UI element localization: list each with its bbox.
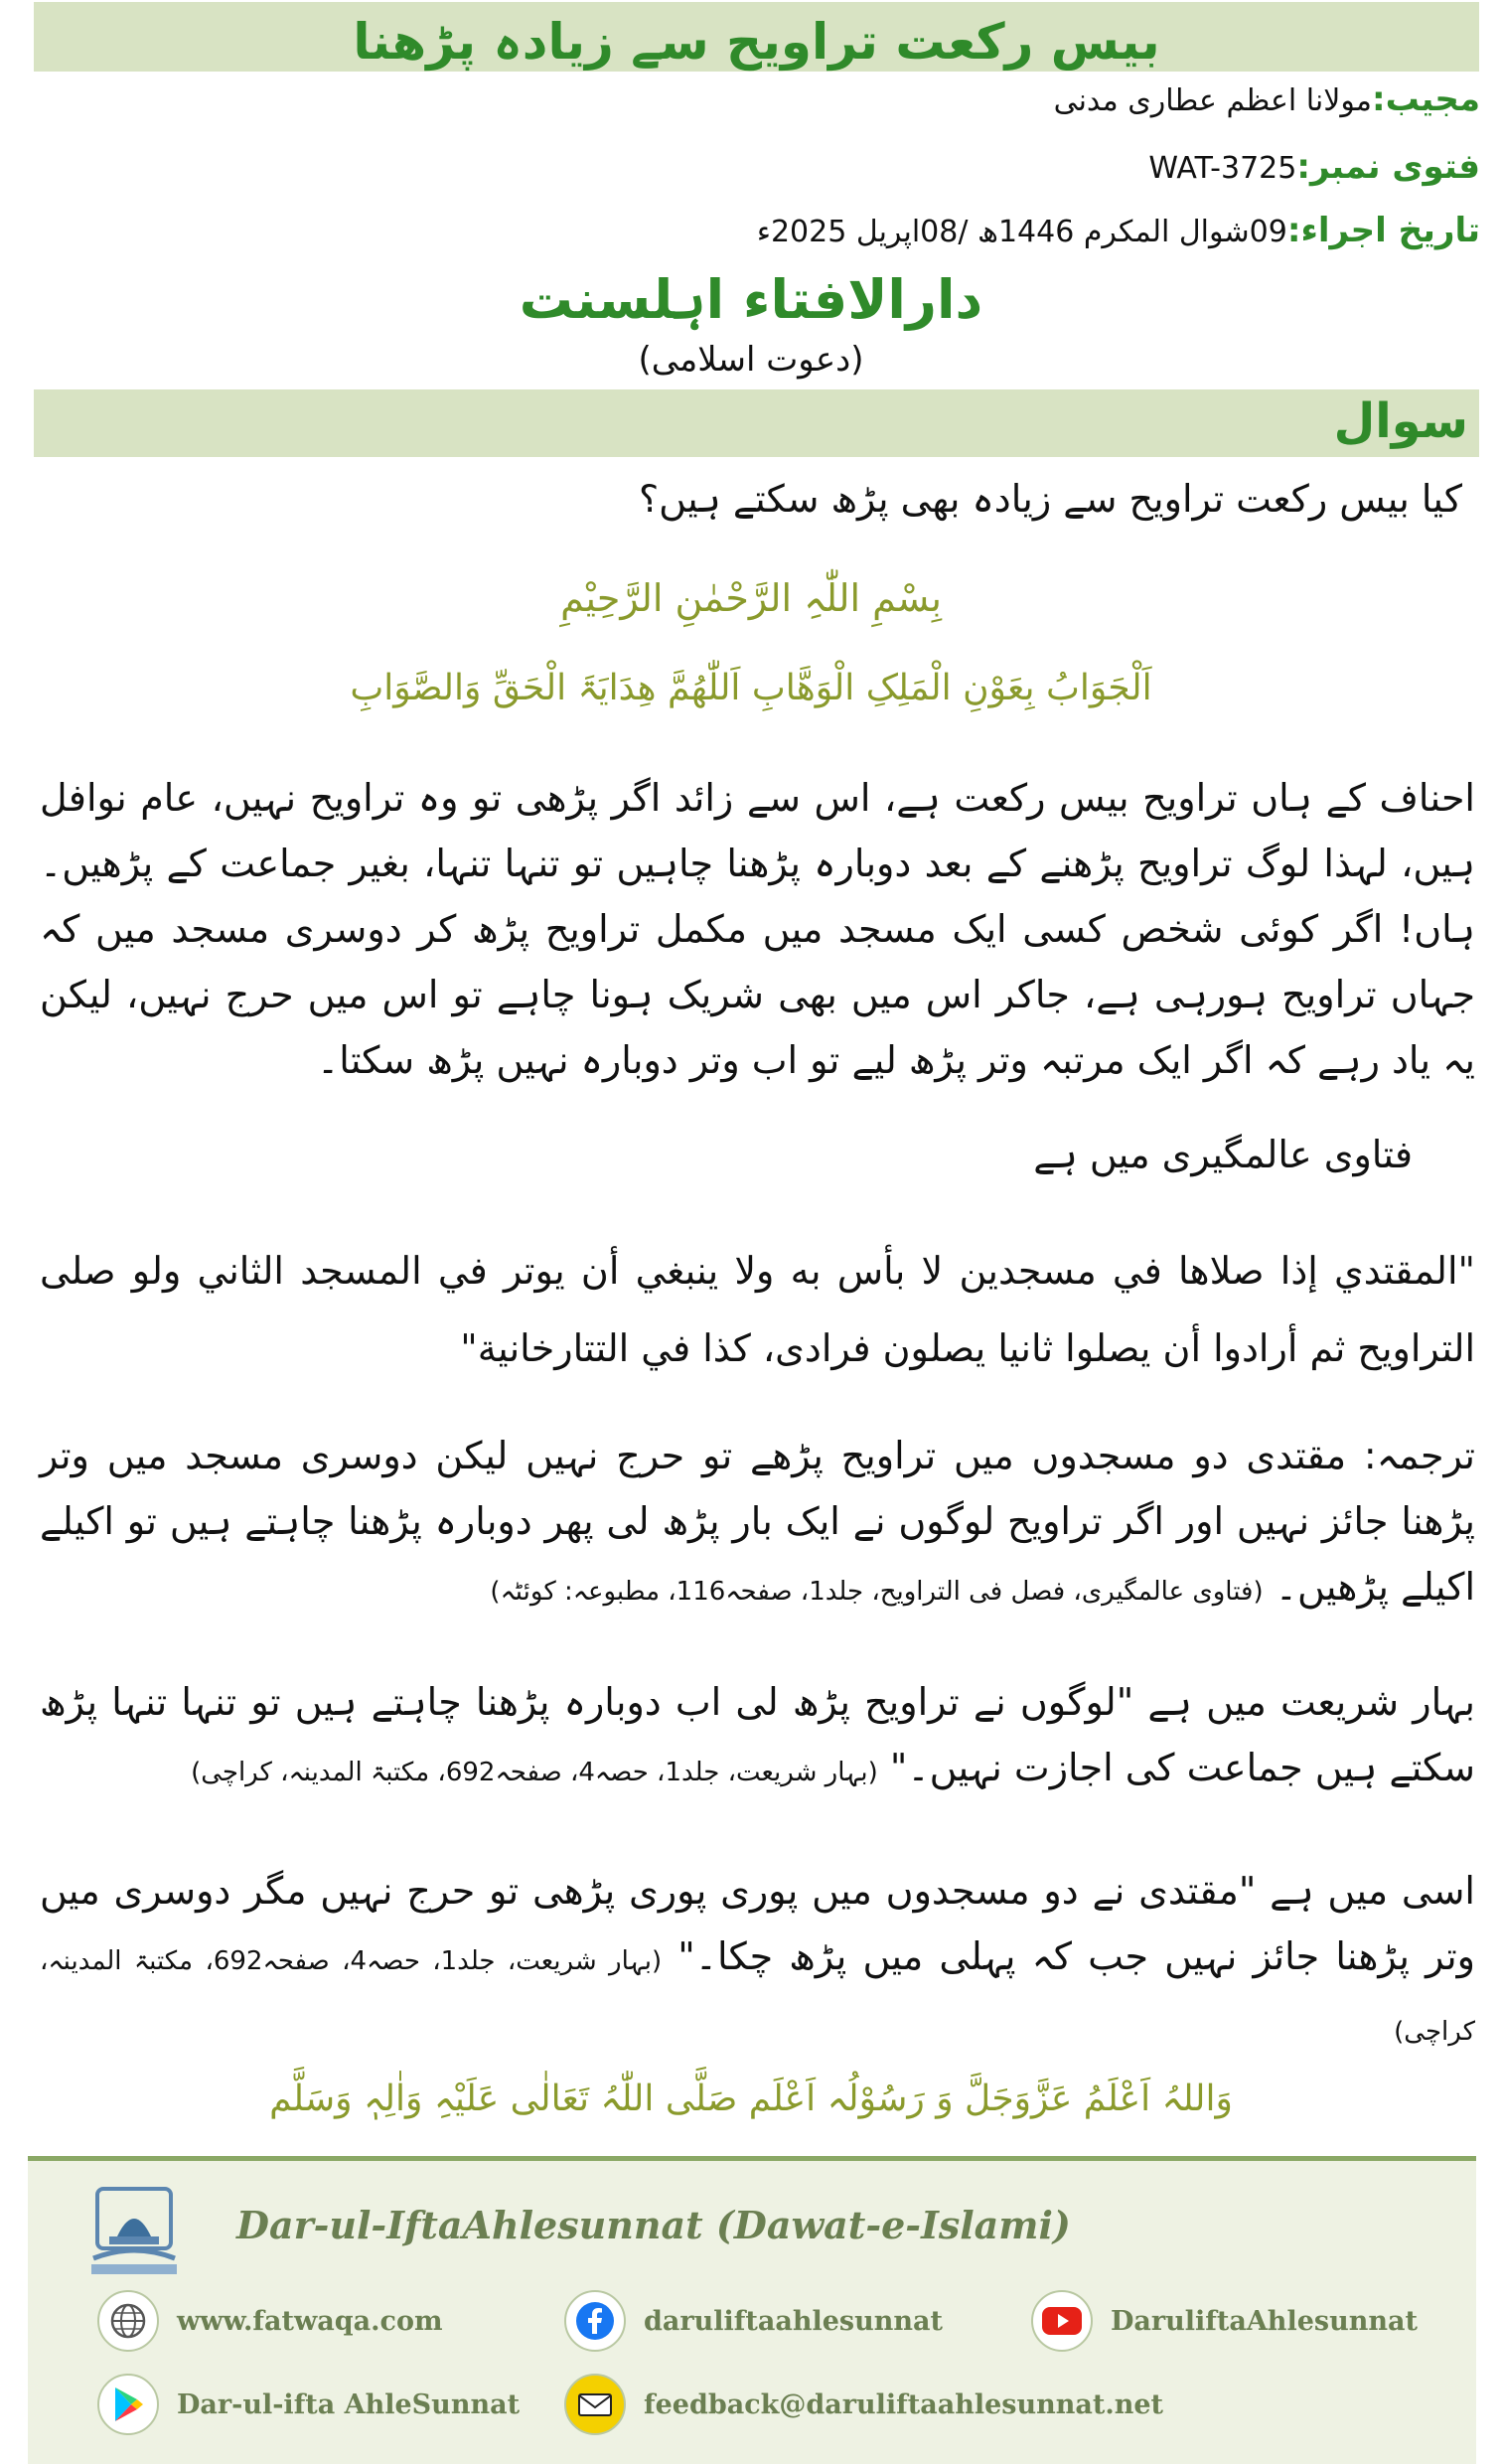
alamgiri-intro: فتاوی عالمگیری میں ہے bbox=[1033, 1133, 1413, 1176]
facebook-icon bbox=[564, 2290, 626, 2352]
issue-date-label: تاریخ اجراء: bbox=[1286, 211, 1480, 250]
bahar-shariat-reference-1: (بہار شریعت، جلد1، حصہ4، صفحہ692، مکتبۃ المدینہ، کراچی) bbox=[191, 1758, 878, 1787]
question-band bbox=[34, 389, 1479, 457]
facebook-text: daruliftaahlesunnat bbox=[644, 2305, 943, 2337]
bismillah: بِسْمِ اللّٰہِ الرَّحْمٰنِ الرَّحِیْمِ bbox=[560, 576, 942, 620]
globe-icon bbox=[97, 2290, 159, 2352]
footer-website[interactable] bbox=[97, 2290, 443, 2352]
darul-ifta-logo bbox=[79, 2179, 189, 2288]
playstore-text: Dar-ul-ifta AhleSunnat bbox=[177, 2388, 521, 2420]
email-text: feedback@daruliftaahlesunnat.net bbox=[644, 2388, 1163, 2420]
youtube-text: DaruliftaAhlesunnat bbox=[1111, 2305, 1418, 2337]
bahar-shariat-paragraph-1 bbox=[40, 1669, 1475, 1805]
bahar-shariat-text-2: اسی میں ہے "مقتدی نے دو مسجدوں میں پوری پوری پڑھی تو حرج نہیں مگر دوسری میں وتر پڑھنا جائز نہیں جب کہ پہلی میں پڑھ چکا۔" bbox=[40, 1869, 1475, 1978]
arabic-quote: "المقتدي إذا صلاها في مسجدين لا بأس به ولا ينبغي أن يوتر في المسجد الثاني ولو صلى التراويح ثم أرادوا أن يصلوا ثانيا يصلون فرادى، كذا في التتارخانية" bbox=[40, 1249, 1475, 1370]
tarjuma-reference: (فتاوی عالمگیری، فصل فی التراویح، جلد1، صفحہ116، مطبوعہ: کوئٹہ) bbox=[490, 1577, 1264, 1607]
fatwa-number-line bbox=[487, 147, 1480, 187]
question-text: کیا بیس رکعت تراویح سے زیادہ بھی پڑھ سکتے ہیں؟ bbox=[638, 477, 1462, 521]
footer-brand: Dar-ul-IftaAhlesunnat (Dawat-e-Islami) bbox=[236, 2203, 1071, 2247]
answer-paragraph-1: احناف کے ہاں تراویح بیس رکعت ہے، اس سے زائد اگر پڑھی تو وہ تراویح نہیں، عام نوافل ہیں، لہذا لوگ تراویح پڑھنے کے بعد دوبارہ پڑھنا چاہیں تو تنہا تنہا، بغیر جماعت کے پڑھیں۔ہاں! اگر کوئی شخص کسی ایک مسجد میں مکمل تراویح پڑھ کر دوسری مسجد میں کہ جہاں تراویح ہورہی ہے، جاکر اس میں بھی شریک ہونا چاہے تو اس میں حرج نہیں، لیکن یہ یاد رہے کہ اگر ایک مرتبہ وتر پڑھ لیے تو اب وتر دوبارہ نہیں پڑھ سکتا۔ bbox=[40, 776, 1475, 1082]
page-title: بیس رکعت تراویح سے زیادہ پڑھنا bbox=[353, 13, 1160, 71]
website-text: www.fatwaqa.com bbox=[177, 2305, 443, 2337]
bahar-shariat-reference-2: (بہار شریعت، جلد1، حصہ4، صفحہ692، مکتبۃ المدینہ، کراچی) bbox=[40, 1946, 1475, 2047]
play-store-icon bbox=[97, 2374, 159, 2435]
footer-youtube[interactable] bbox=[1031, 2290, 1418, 2352]
mujeeb-value: مولانا اعظم عطاری مدنی bbox=[1053, 83, 1372, 118]
issue-date-value: 09شوال المکرم 1446ھ /08اپریل 2025ء bbox=[756, 215, 1287, 249]
mujeeb-line bbox=[487, 79, 1480, 119]
issue-date-line bbox=[487, 211, 1480, 250]
closing-line: وَاللہُ اَعْلَمُ عَزَّوَجَلَّ وَ رَسُوْلُہ اَعْلَم صَلَّی اللّٰہُ تَعَالٰی عَلَیْہِ وَاٰلِہٖ وَسَلَّم bbox=[269, 2079, 1233, 2119]
bahar-shariat-text-1: بہار شریعت میں ہے "لوگوں نے تراویح پڑھ لی اب دوبارہ پڑھنا چاہتے ہیں تو تنہا تنہا پڑھ سکتے ہیں جماعت کی اجازت نہیں۔" bbox=[40, 1680, 1475, 1789]
mujeeb-label: مجیب: bbox=[1371, 79, 1480, 119]
fatwa-number-label: فتوی نمبر: bbox=[1296, 147, 1480, 187]
footer-email[interactable] bbox=[564, 2374, 1163, 2435]
youtube-icon bbox=[1031, 2290, 1093, 2352]
institution-name: دارالافتاء اہلسنت bbox=[519, 268, 983, 331]
footer-playstore[interactable] bbox=[97, 2374, 520, 2435]
fatwa-number-value: WAT-3725 bbox=[1148, 151, 1297, 186]
jawab-opening: اَلْجَوَابُ بِعَوْنِ الْمَلِکِ الْوَھَّابِ اَللّٰھُمَّ ھِدَایَۃَ الْحَقِّ وَالصَّوَابِ bbox=[350, 668, 1152, 708]
footer bbox=[28, 2156, 1476, 2464]
footer-facebook[interactable] bbox=[564, 2290, 943, 2352]
bahar-shariat-paragraph-2 bbox=[40, 1858, 1475, 2065]
tarjuma-paragraph bbox=[40, 1423, 1475, 1624]
mail-icon bbox=[564, 2374, 626, 2435]
question-heading: سوال bbox=[1333, 393, 1468, 449]
institution-sub: (دعوت اسلامی) bbox=[638, 340, 864, 380]
tarjuma-text: ترجمہ: مقتدی دو مسجدوں میں تراویح پڑھے تو حرج نہیں لیکن دوسری مسجد میں وتر پڑھنا جائز نہیں اور اگر تراویح لوگوں نے ایک بار پڑھ لی پھر دوبارہ پڑھنا چاہتے ہیں تو اکیلے اکیلے پڑھیں۔ bbox=[40, 1434, 1475, 1609]
